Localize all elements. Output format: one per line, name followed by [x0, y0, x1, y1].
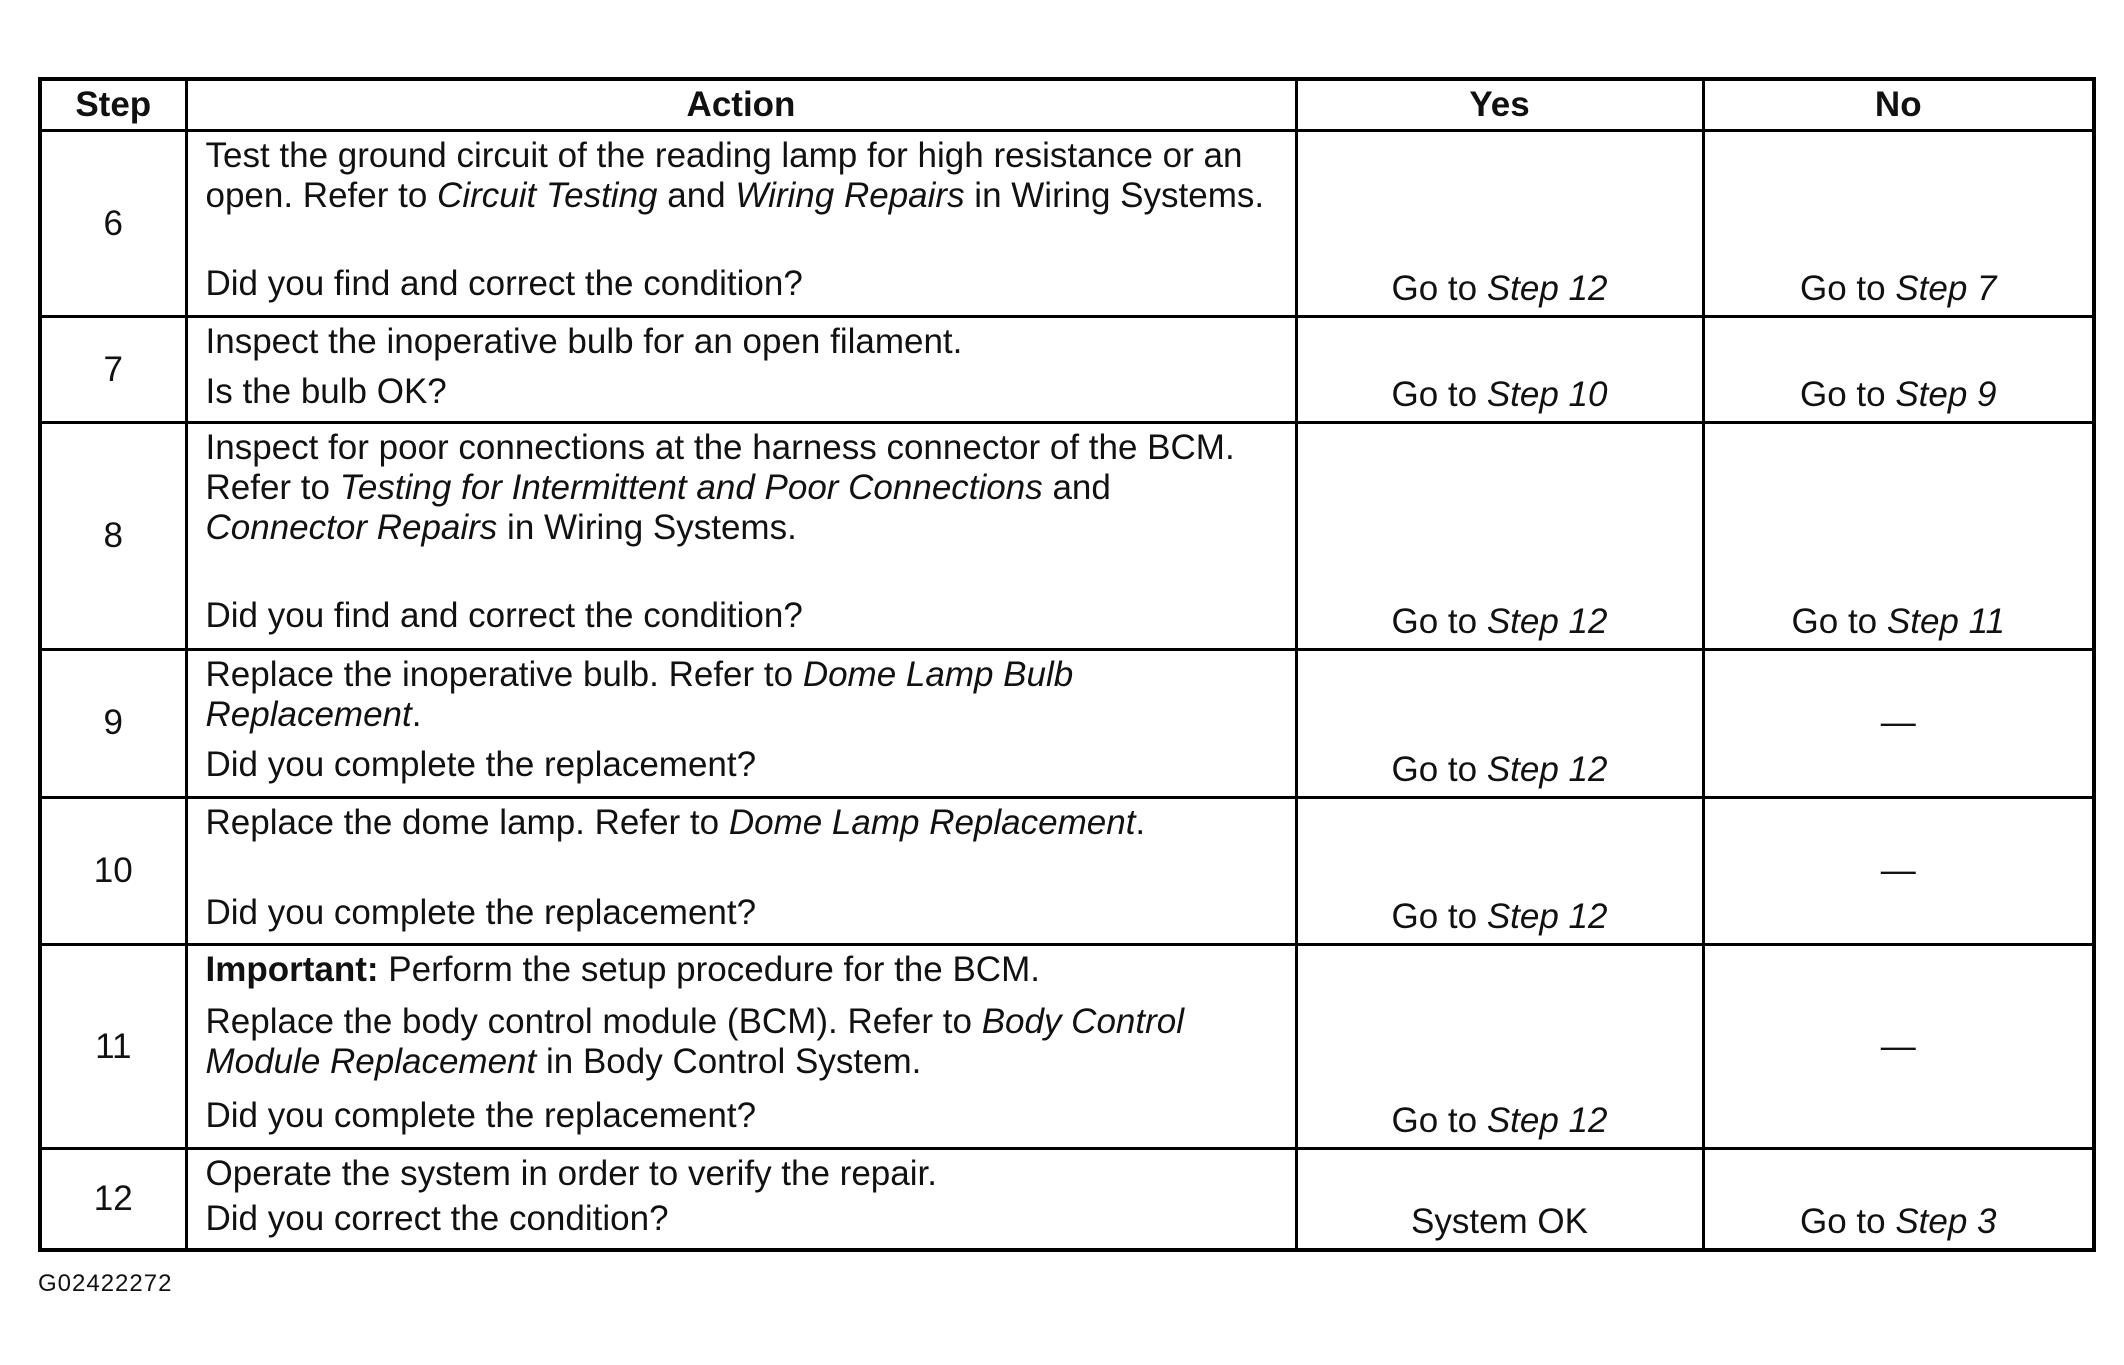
step-number: 11 [40, 944, 186, 1148]
action-text [206, 136, 1275, 304]
text-run: Replace the inoperative bulb. Refer to [205, 655, 803, 695]
action-text [206, 428, 1275, 636]
italic-reference: Step 11 [1886, 602, 2005, 642]
italic-reference: Dome Lamp Replacement [728, 802, 1136, 842]
action-question [206, 745, 1275, 785]
text-run: Inspect the inoperative bulb for an open filament. [205, 322, 963, 362]
text-run: Is the bulb OK? [205, 372, 447, 412]
yes-result [1296, 131, 1703, 317]
step-number: 12 [40, 1149, 186, 1250]
table-row [40, 797, 2094, 944]
text-run: Perform the setup procedure for the BCM. [378, 949, 1040, 989]
text-run: Go to [1391, 269, 1487, 309]
text-run: Go to [1391, 1101, 1487, 1141]
action-question [206, 372, 1275, 412]
action-text [206, 950, 1275, 1136]
text-run: — [1880, 1026, 1916, 1066]
action-question [206, 1199, 1275, 1239]
table-row [40, 944, 2094, 1148]
step-number: 7 [40, 317, 186, 423]
header-row [40, 79, 2094, 131]
table-body [40, 131, 2094, 1251]
italic-reference: Connector Repairs [205, 508, 498, 548]
text-run: Replace the body control module (BCM). Refer to [205, 1001, 982, 1041]
text-run: Did you complete the replacement? [205, 892, 757, 932]
table-row [40, 131, 2094, 317]
italic-reference: Body Control Module Replacement [205, 1001, 1185, 1081]
header-no: No [1703, 79, 2094, 131]
action-instructions [206, 428, 1275, 548]
text-run: — [1880, 703, 1916, 743]
text-run: Go to [1799, 1202, 1896, 1241]
text-run: and [657, 176, 736, 215]
italic-reference: Circuit Testing [437, 176, 658, 215]
text-run: — [1880, 850, 1916, 890]
text-run: and [1042, 468, 1111, 508]
diagnostic-table [38, 77, 2096, 1252]
yes-result [1296, 317, 1703, 423]
text-run: Operate the system in order to verify the repair. [205, 1154, 937, 1194]
header-yes: Yes [1296, 79, 1703, 131]
action-paragraph [206, 322, 1275, 362]
bold-text: Important: [205, 949, 379, 989]
table-row [40, 317, 2094, 423]
text-run: Go to [1391, 749, 1487, 789]
action-cell [186, 423, 1296, 650]
action-instructions [206, 655, 1275, 735]
action-question [206, 1096, 1275, 1136]
action-paragraph [206, 655, 1275, 735]
text-run: Go to [1391, 375, 1487, 415]
step-number: 8 [40, 423, 186, 650]
text-run: in Body Control System. [536, 1041, 922, 1081]
action-text [206, 655, 1275, 785]
italic-reference: Step 12 [1486, 269, 1608, 309]
no-result [1703, 650, 2094, 797]
text-run: Go to [1799, 269, 1896, 309]
text-run: Did you correct the condition? [205, 1199, 669, 1239]
action-paragraph [206, 428, 1275, 548]
table-row [40, 1149, 2094, 1250]
action-question [206, 893, 1275, 933]
action-cell [186, 131, 1296, 317]
action-paragraph [206, 950, 1275, 990]
italic-reference: Step 12 [1486, 1101, 1608, 1141]
action-instructions [206, 950, 1275, 1082]
table-row [40, 423, 2094, 650]
action-cell [186, 797, 1296, 944]
text-run: Inspect for poor connections at the harness connector of the BCM. Refer to [205, 428, 1235, 508]
no-result [1703, 1149, 2094, 1250]
figure-id: G02422272 [38, 1270, 173, 1297]
italic-reference: Step 12 [1486, 749, 1608, 789]
text-run: Did you find and correct the condition? [205, 264, 803, 303]
no-result [1703, 797, 2094, 944]
italic-reference: Step 10 [1486, 375, 1608, 415]
text-run: Go to [1799, 375, 1896, 415]
text-run: Go to [1791, 602, 1887, 642]
italic-reference: Step 9 [1895, 375, 1997, 415]
step-number: 10 [40, 797, 186, 944]
action-paragraph [206, 803, 1275, 843]
action-paragraph [206, 136, 1275, 216]
action-instructions [206, 136, 1275, 216]
text-run: in Wiring Systems. [497, 508, 797, 548]
italic-reference: Wiring Repairs [735, 176, 965, 215]
italic-reference: Step 3 [1895, 1202, 1997, 1241]
yes-result [1296, 423, 1703, 650]
action-paragraph [206, 1154, 1275, 1194]
action-text [206, 1154, 1275, 1239]
yes-result [1296, 1149, 1703, 1250]
action-cell [186, 317, 1296, 423]
action-question [206, 264, 1275, 304]
italic-reference: Step 7 [1895, 269, 1997, 309]
action-text [206, 803, 1275, 933]
text-run: in Wiring Systems. [964, 176, 1265, 215]
text-run: System OK [1411, 1202, 1588, 1241]
action-instructions [206, 1154, 1275, 1194]
action-instructions [206, 803, 1275, 843]
header-step: Step [40, 79, 186, 131]
action-cell [186, 1149, 1296, 1250]
action-question [206, 596, 1275, 636]
text-run: Go to [1391, 896, 1487, 936]
table-row [40, 650, 2094, 797]
step-number: 9 [40, 650, 186, 797]
action-text [206, 322, 1275, 412]
no-result [1703, 423, 2094, 650]
text-run: Replace the dome lamp. Refer to [205, 802, 729, 842]
action-cell [186, 650, 1296, 797]
action-instructions [206, 322, 1275, 362]
no-result [1703, 131, 2094, 317]
italic-reference: Testing for Intermittent and Poor Connections [339, 468, 1043, 508]
step-number: 6 [40, 131, 186, 317]
text-run: Did you find and correct the condition? [205, 596, 803, 636]
text-run: . [411, 695, 422, 735]
no-result [1703, 317, 2094, 423]
italic-reference: Step 12 [1486, 896, 1608, 936]
text-run: Go to [1391, 602, 1487, 642]
italic-reference: Dome Lamp Bulb Replacement [205, 655, 1074, 735]
yes-result [1296, 650, 1703, 797]
text-run: . [1135, 802, 1146, 842]
text-run: Did you complete the replacement? [205, 745, 757, 785]
header-action: Action [186, 79, 1296, 131]
action-cell [186, 944, 1296, 1148]
italic-reference: Step 12 [1486, 602, 1608, 642]
text-run: Did you complete the replacement? [205, 1095, 757, 1135]
yes-result [1296, 797, 1703, 944]
yes-result [1296, 944, 1703, 1148]
no-result [1703, 944, 2094, 1148]
text-run: Test the ground circuit of the reading lamp for high resistance or an open. Refer to [205, 136, 1243, 215]
action-paragraph [206, 1002, 1275, 1082]
